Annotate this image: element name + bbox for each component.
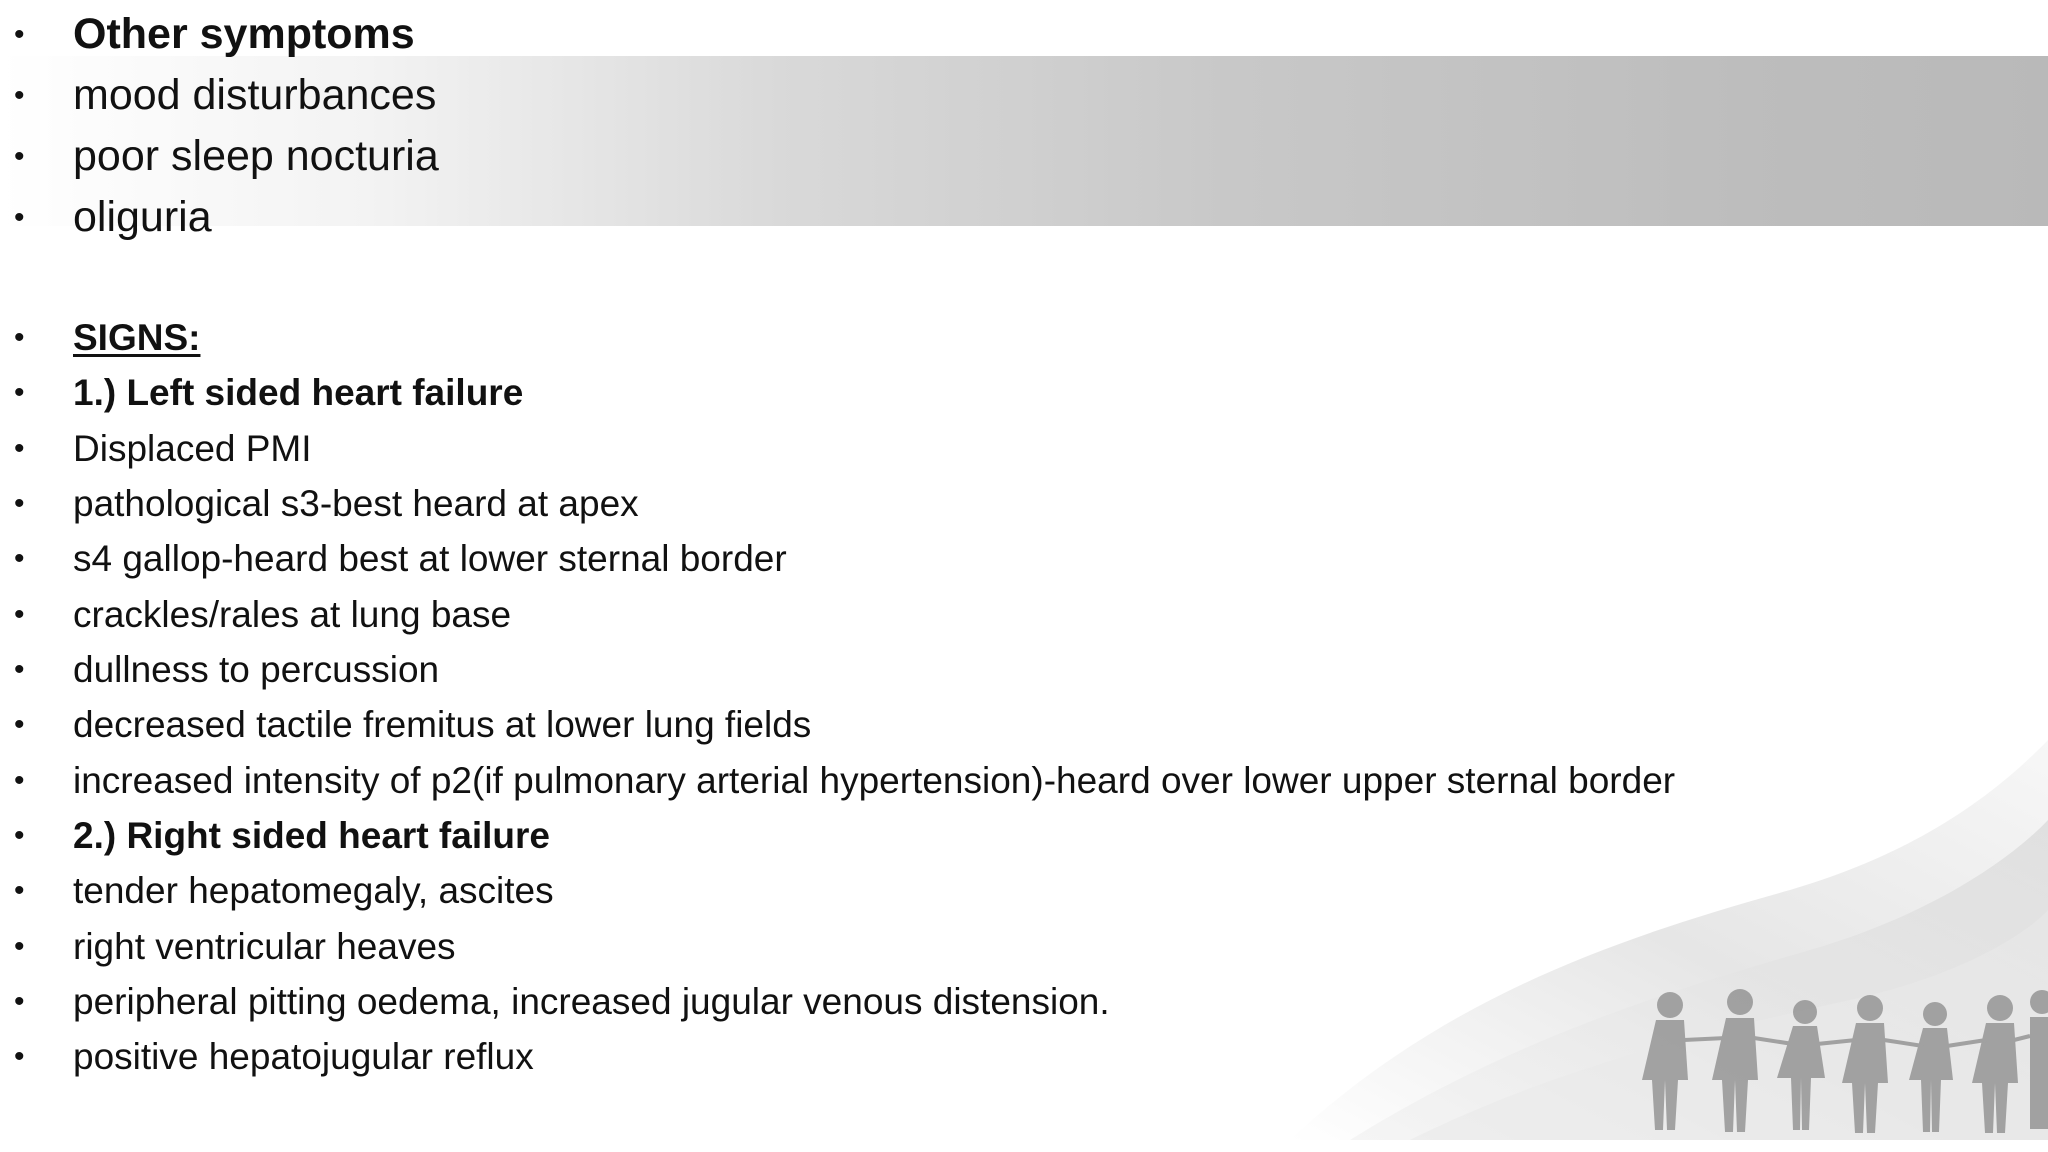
right-heart-failure-heading: 2.) Right sided heart failure <box>73 814 550 856</box>
list-item-text: increased intensity of p2(if pulmonary arterial hypertension)-heard over lower upper sternal border <box>73 759 1676 801</box>
list-item-text: oliguria <box>73 193 212 242</box>
bullet-marker: • <box>14 708 25 741</box>
bullet-marker: • <box>14 874 25 907</box>
bullet-marker: • <box>14 487 25 520</box>
bullet-marker: • <box>14 432 25 465</box>
other-symptoms-heading: Other symptoms <box>73 10 415 59</box>
bullet-marker: • <box>14 598 25 631</box>
bullet-marker: • <box>14 201 25 234</box>
bullet-marker: • <box>14 1040 25 1073</box>
bullet-marker: • <box>14 140 25 173</box>
signs-heading: SIGNS: <box>73 316 201 358</box>
bullet-marker: • <box>14 985 25 1018</box>
bullet-marker: • <box>14 764 25 797</box>
list-item-text: positive hepatojugular reflux <box>73 1035 534 1077</box>
list-item-text: dullness to percussion <box>73 648 440 690</box>
left-heart-failure-heading: 1.) Left sided heart failure <box>73 371 524 413</box>
list-item-text: pathological s3-best heard at apex <box>73 482 639 524</box>
bullet-marker: • <box>14 376 25 409</box>
bullet-marker: • <box>14 79 25 112</box>
bullet-marker: • <box>14 819 25 852</box>
bullet-marker: • <box>14 930 25 963</box>
list-item-text: tender hepatomegaly, ascites <box>73 869 554 911</box>
list-item-text: crackles/rales at lung base <box>73 593 512 635</box>
bullet-marker: • <box>14 542 25 575</box>
list-item-text: right ventricular heaves <box>73 925 456 967</box>
list-item-text: s4 gallop-heard best at lower sternal border <box>73 537 787 579</box>
list-item-text: Displaced PMI <box>73 427 312 469</box>
bullet-marker: • <box>14 18 25 51</box>
list-item-text: decreased tactile fremitus at lower lung fields <box>73 703 812 745</box>
bullet-marker: • <box>14 321 25 354</box>
list-item-text: peripheral pitting oedema, increased jugular venous distension. <box>73 980 1110 1022</box>
list-item-text: mood disturbances <box>73 71 437 120</box>
list-item-text: poor sleep nocturia <box>73 132 439 181</box>
bullet-marker: • <box>14 653 25 686</box>
